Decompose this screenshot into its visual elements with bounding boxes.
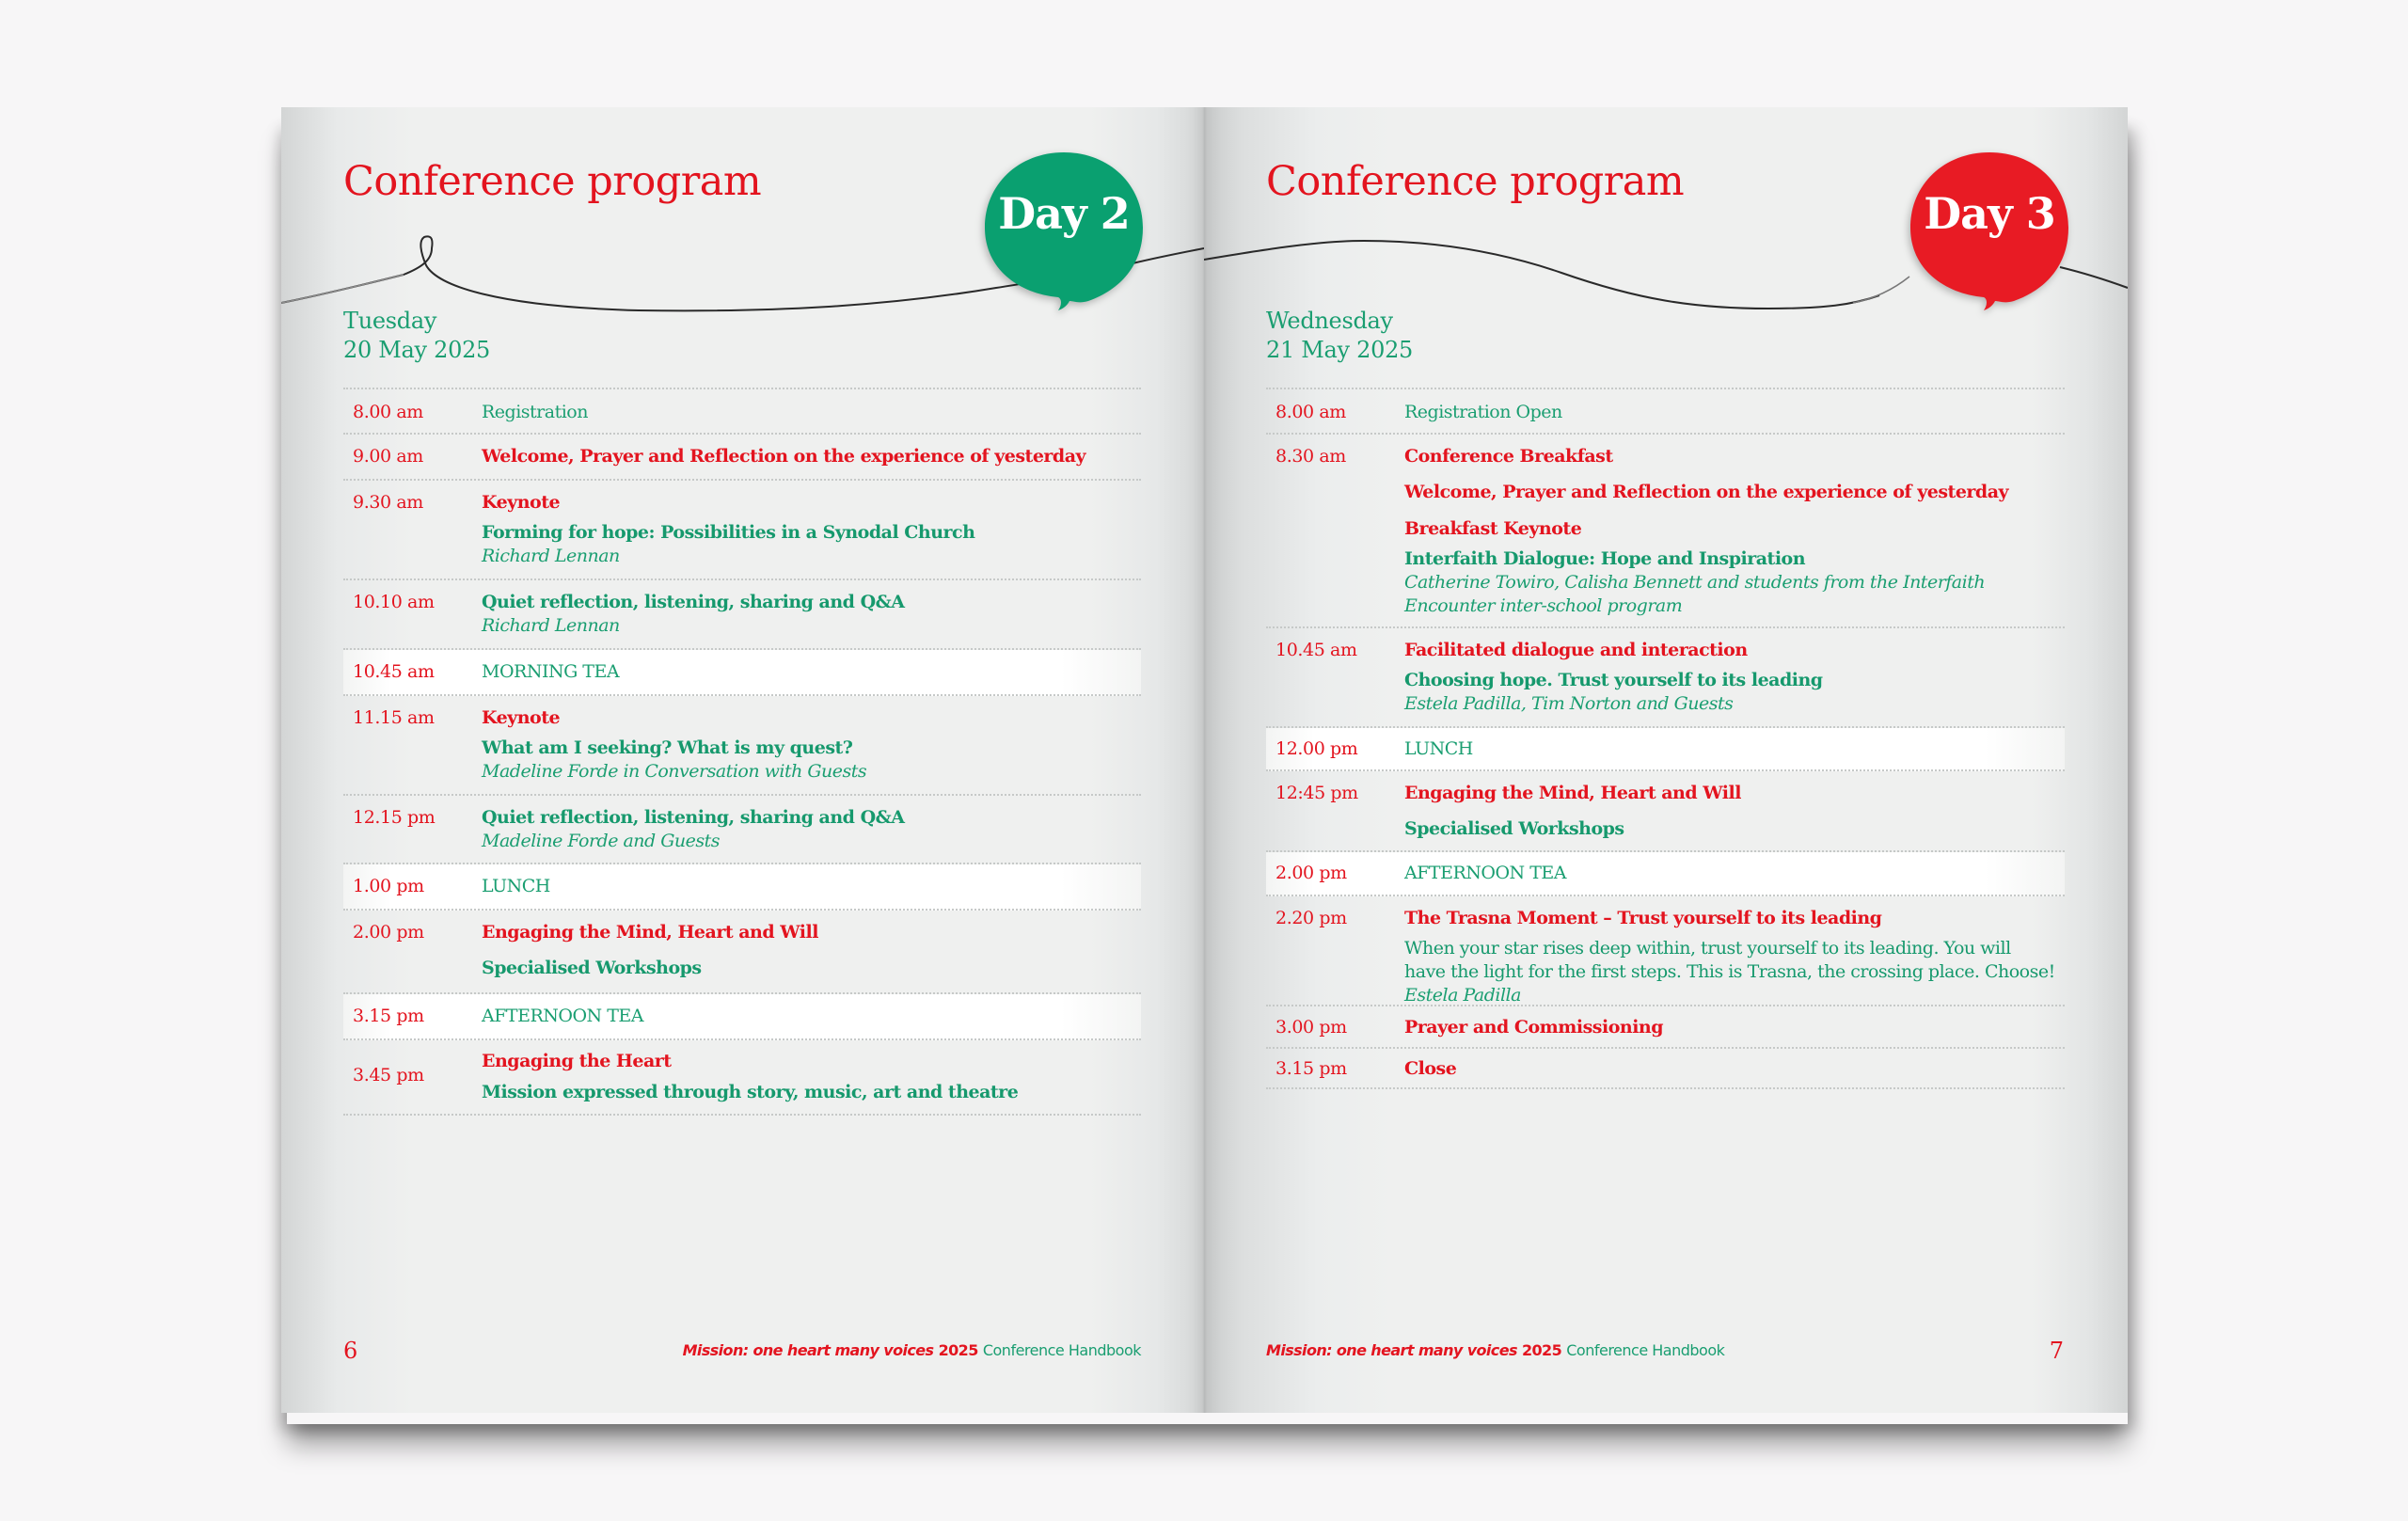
break-label: LUNCH [482, 876, 550, 896]
time: 2.00 pm [1275, 863, 1347, 883]
schedule-row [343, 1040, 1141, 1116]
schedule-row [1266, 771, 2065, 852]
session-subtitle: Choosing hope. Trust yourself to its leading [1404, 670, 1823, 690]
session-subtitle: Specialised Workshops [1404, 818, 1624, 839]
handbook-suffix: Conference Handbook [1566, 1341, 1725, 1359]
time: 2.00 pm [353, 922, 424, 943]
schedule-row [343, 911, 1141, 994]
session-title: Quiet reflection, listening, sharing and Q&A [482, 592, 905, 612]
page-title: Conference program [343, 158, 762, 205]
session-title: Quiet reflection, listening, sharing and Q&A [482, 807, 905, 828]
schedule-row [343, 435, 1141, 481]
handbook-year: 2025 [1521, 1341, 1562, 1359]
time: 12:45 pm [1275, 783, 1358, 803]
date: 20 May 2025 [343, 337, 491, 363]
time: 9.00 am [353, 446, 423, 467]
break-label: LUNCH [1404, 738, 1473, 759]
handbook-title: Mission: one heart many voices [682, 1341, 934, 1359]
date-block [1266, 307, 1413, 365]
session-title: Forming for hope: Possibilities in a Synodal Church [482, 522, 975, 543]
session-description: have the light for the first steps. This is Trasna, the crossing place. Choose! [1404, 961, 2055, 982]
handbook-year: 2025 [938, 1341, 978, 1359]
weekday: Wednesday [1266, 308, 1393, 334]
page-title: Conference program [1266, 158, 1685, 205]
time: 8.30 am [1275, 446, 1346, 467]
weekday: Tuesday [343, 308, 437, 334]
session-title: Engaging the Mind, Heart and Will [482, 922, 818, 943]
session-title: Conference Breakfast [1404, 446, 1613, 467]
schedule-row [1266, 896, 2065, 1006]
speaker: Richard Lennan [482, 615, 620, 636]
time: 11.15 am [353, 707, 435, 728]
page-number: 7 [2049, 1338, 2064, 1364]
schedule-row-break [343, 994, 1141, 1040]
session-title: Registration [482, 402, 588, 422]
session-title: Registration Open [1404, 402, 1562, 422]
session-title: Engaging the Heart [482, 1051, 672, 1071]
speaker: Catherine Towiro, Calisha Bennett and students from the Interfaith [1404, 572, 1986, 593]
session-title: Engaging the Mind, Heart and Will [1404, 783, 1741, 803]
day-badge [1909, 151, 2070, 312]
speaker: Madeline Forde and Guests [482, 831, 721, 851]
day-badge [983, 151, 1145, 312]
schedule-row [343, 796, 1141, 864]
speaker: Estela Padilla [1404, 985, 1521, 1006]
time: 12.15 pm [353, 807, 436, 828]
break-label: AFTERNOON TEA [482, 1006, 643, 1026]
left-page [281, 107, 1204, 1413]
time: 10.45 am [1275, 640, 1357, 660]
schedule-row [1266, 435, 2065, 628]
session-title: Close [1404, 1058, 1457, 1079]
time: 9.30 am [353, 492, 423, 513]
time: 3.15 pm [1275, 1058, 1347, 1079]
session-title: What am I seeking? What is my quest? [482, 737, 853, 758]
session-subtitle: Mission expressed through story, music, art and theatre [482, 1082, 1019, 1102]
page-footer [683, 1341, 1141, 1360]
time: 8.00 am [1275, 402, 1346, 422]
session-type: Keynote [482, 707, 561, 728]
date: 21 May 2025 [1266, 337, 1414, 363]
session-title: Facilitated dialogue and interaction [1404, 640, 1748, 660]
schedule-row [343, 481, 1141, 580]
handbook-title: Mission: one heart many voices [1266, 1341, 1517, 1359]
speaker: Richard Lennan [482, 546, 620, 566]
session-type: Breakfast Keynote [1404, 518, 1582, 539]
break-label: AFTERNOON TEA [1404, 863, 1566, 883]
time: 12.00 pm [1275, 738, 1358, 759]
time: 10.10 am [353, 592, 435, 612]
page-number: 6 [343, 1338, 358, 1364]
schedule-row [1266, 1006, 2065, 1049]
session-title: Prayer and Commissioning [1404, 1017, 1664, 1038]
schedule-row [343, 696, 1141, 796]
right-page [1204, 107, 2128, 1413]
schedule-row-break [1266, 852, 2065, 896]
schedule-row-break [343, 650, 1141, 696]
time: 1.00 pm [353, 876, 424, 896]
day-badge-label: Day 2 [998, 188, 1130, 239]
page-footer [1266, 1341, 1724, 1360]
speaker: Encounter inter-school program [1404, 595, 1683, 616]
session-title: Welcome, Prayer and Reflection on the experience of yesterday [482, 446, 1086, 467]
session-subtitle: Specialised Workshops [482, 958, 702, 978]
day-badge-label: Day 3 [1924, 188, 2055, 239]
schedule-row [343, 388, 1141, 435]
session-type: Keynote [482, 492, 561, 513]
time: 2.20 pm [1275, 908, 1347, 928]
session-title: The Trasna Moment – Trust yourself to its leading [1404, 908, 1882, 928]
time: 3.00 pm [1275, 1017, 1347, 1038]
session-description: When your star rises deep within, trust yourself to its leading. You will [1404, 938, 2011, 959]
speaker: Madeline Forde in Conversation with Guests [482, 761, 867, 782]
schedule-row [343, 580, 1141, 650]
schedule-row [1266, 388, 2065, 435]
time: 10.45 am [353, 661, 435, 682]
schedule-row [1266, 628, 2065, 728]
handbook-suffix: Conference Handbook [982, 1341, 1141, 1359]
date-block [343, 307, 490, 365]
speaker: Estela Padilla, Tim Norton and Guests [1404, 693, 1734, 714]
time: 8.00 am [353, 402, 423, 422]
break-label: MORNING TEA [482, 661, 620, 682]
schedule-row-break [1266, 728, 2065, 771]
session-subtitle: Interfaith Dialogue: Hope and Inspiration [1404, 548, 1806, 569]
schedule-row [1266, 1049, 2065, 1089]
time: 3.45 pm [353, 1065, 424, 1085]
time: 3.15 pm [353, 1006, 424, 1026]
schedule-row-break [343, 864, 1141, 911]
session-title: Welcome, Prayer and Reflection on the experience of yesterday [1404, 482, 2009, 502]
